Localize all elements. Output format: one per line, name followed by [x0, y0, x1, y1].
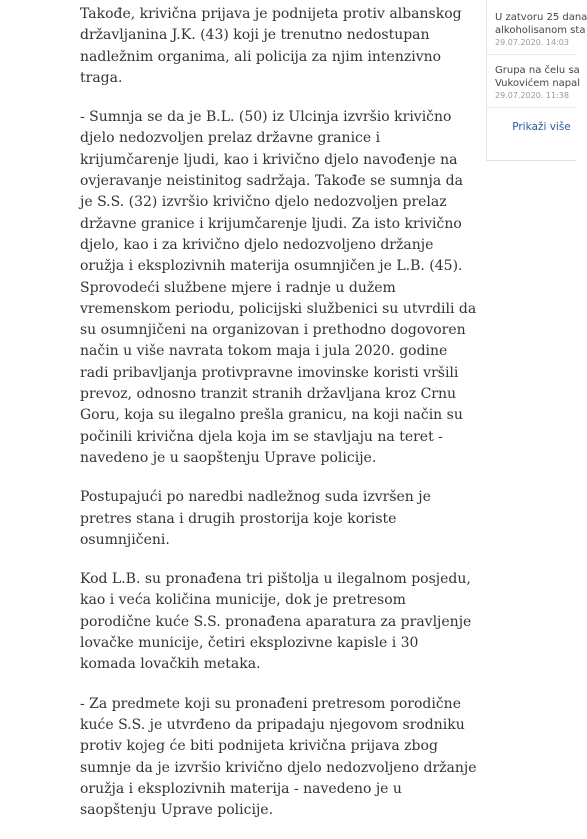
latest-news-sidebar — [486, 0, 587, 161]
news-item[interactable] — [487, 55, 581, 108]
article-paragraph: Postupajući po naredbi nadležnog suda izvršen je pretres stana i drugih prostorija koje koriste osumnjičeni. — [80, 489, 431, 548]
news-date: 29.07.2020. 14:03 — [495, 38, 569, 47]
article-paragraph: - Za predmete koji su pronađeni pretresom porodične kuće S.S. je utvrđeno da pripadaju njegovom srodniku protiv kojeg će biti podnijeta krivična prijava zbog sumnje da je izvršio krivično djelo nedozvoljeno držanje oružja i eksplozivnih materija - navedeno je u saopštenju Uprave policije. — [80, 695, 477, 819]
news-item[interactable] — [487, 0, 587, 55]
news-title[interactable]: U zatvoru 25 dana — [495, 12, 587, 23]
news-title[interactable]: Grupa na čelu sa — [495, 65, 580, 76]
news-title[interactable]: alkoholisanom sta — [495, 24, 586, 36]
news-title[interactable]: Vukovićem napal — [495, 77, 581, 89]
article-paragraph: Kod L.B. su pronađena tri pištolja u ilegalnom posjedu, kao i veća količina municije, dok je pretresom porodične kuće S.S. pronađena aparatura za pravljenje lovačke municije, četiri eksplozivne kapisle i 30 komada lovačkih metaka. — [80, 571, 472, 673]
article-paragraph: - Sumnja se da je B.L. (50) iz Ulcinja izvršio krivično djelo nedozvoljen prelaz državne granice i krijumčarenje ljudi, kao i krivično djelo navođenje na ovjeravanje neistinitog sadržaja. Takođe se sumnja da je S.S. (32) izvršio krivično djelo nedozvoljen prelaz državne granice i krijumčarenje ljudi. Za isto krivično djelo, kao i za krivično djelo nedozvoljeno držanje oružja i eksplozivnih materija osumnjičen je L.B. (45). Sprovodeći službene mjere i radnje u dužem vremenskom periodu, policijski službenici su utvrdili da su osumnjičeni na organizovan i prethodno dogovoren način u više navrata tokom maja i jula 2020. godine radi pribavljanja protivpravne imovinske koristi vršili prevoz, odnosno tranzit stranih državljana kroz Crnu Goru, koja su ilegalno prešla granicu, na koji način su počinili krivična djela koja im se stavljaju na teret - navedeno je u saopštenju Uprave policije. — [80, 109, 477, 466]
article-body — [80, 4, 478, 839]
show-more-link[interactable]: Prikaži više — [512, 121, 571, 133]
article-paragraph: Takođe, krivična prijava je podnijeta protiv albanskog državljanina J.K. (43) koji je trenutno nedostupan nadležnim organima, ali policija za njim intenzivno traga. — [80, 6, 462, 86]
news-date: 29.07.2020. 11:38 — [495, 91, 569, 100]
